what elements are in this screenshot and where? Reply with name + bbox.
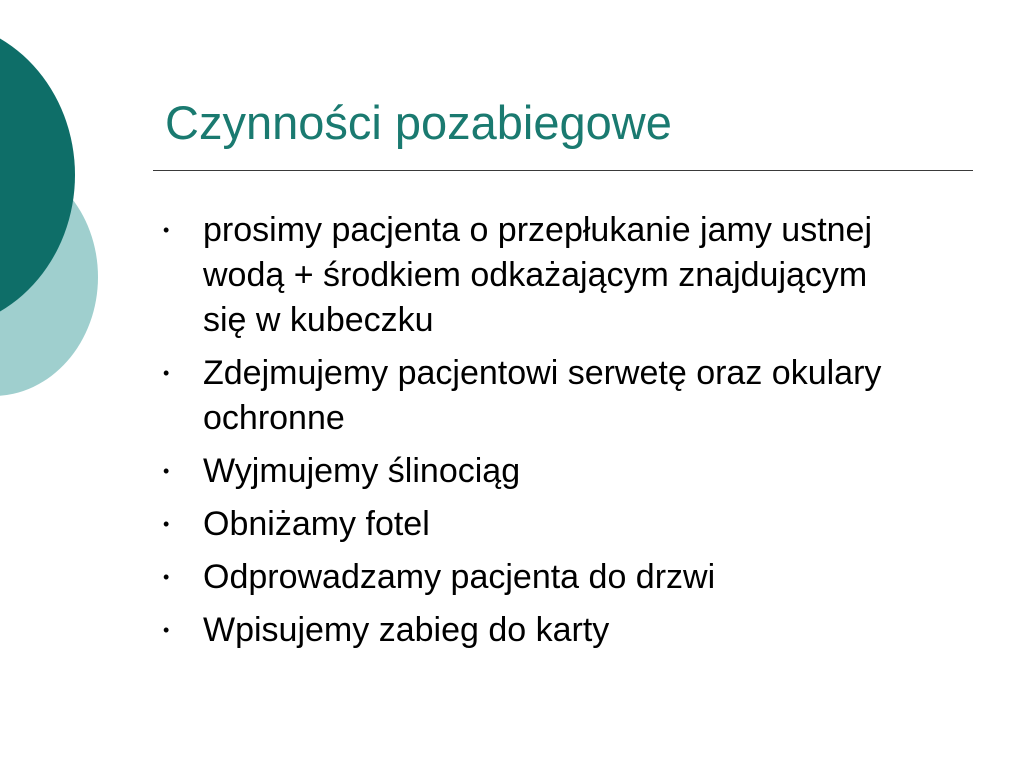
list-item-text: Zdejmujemy pacjentowi serwetę oraz okulary ochronne bbox=[203, 354, 882, 437]
bullet-icon: • bbox=[163, 620, 170, 640]
list-item bbox=[160, 351, 900, 441]
list-item-text: Wyjmujemy ślinociąg bbox=[203, 452, 521, 490]
title-divider bbox=[153, 170, 973, 171]
slide-title: Czynności pozabiegowe bbox=[165, 96, 672, 149]
list-item bbox=[160, 208, 900, 343]
list-item-text: prosimy pacjenta o przepłukanie jamy ustnej wodą + środkiem odkażającym znajdującym się w kubeczku bbox=[203, 211, 873, 339]
list-item-text: Odprowadzamy pacjenta do drzwi bbox=[203, 558, 716, 596]
list-item bbox=[160, 608, 900, 653]
bullet-icon: • bbox=[163, 567, 170, 587]
bullet-icon: • bbox=[163, 363, 170, 383]
list-item bbox=[160, 555, 900, 600]
bullet-icon: • bbox=[163, 461, 170, 481]
bullet-list bbox=[160, 208, 900, 661]
list-item bbox=[160, 449, 900, 494]
bullet-icon: • bbox=[163, 514, 170, 534]
bullet-icon: • bbox=[163, 220, 170, 240]
list-item-text: Wpisujemy zabieg do karty bbox=[203, 611, 610, 649]
list-item bbox=[160, 502, 900, 547]
list-item-text: Obniżamy fotel bbox=[203, 505, 430, 543]
